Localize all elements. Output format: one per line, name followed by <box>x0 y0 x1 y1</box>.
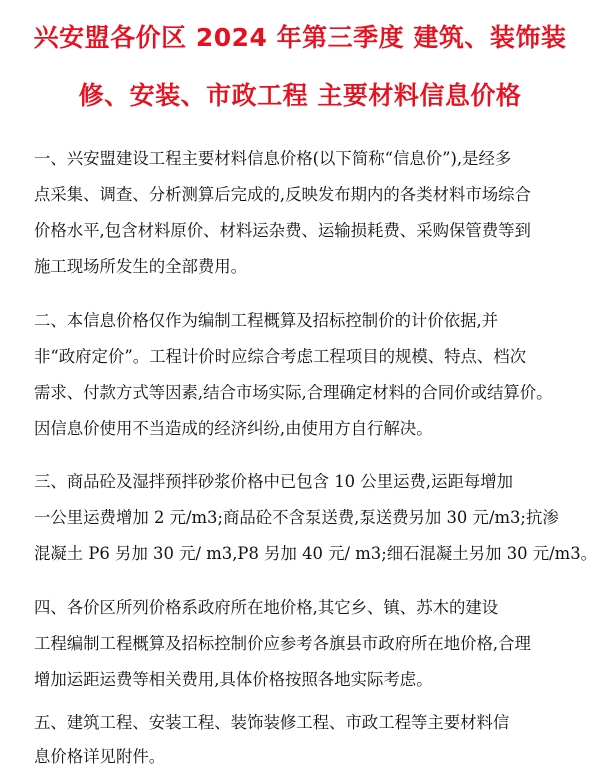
paragraph-5-line-1: 五、建筑工程、安装工程、装饰装修工程、市政工程等主要材料信 <box>34 713 510 732</box>
paragraph-1-line-1: 一、兴安盟建设工程主要材料信息价格(以下简称“信息价”),是经多 <box>34 149 512 168</box>
paragraph-2-line-4: 因信息价使用不当造成的经济纠纷,由使用方自行解决。 <box>34 419 433 438</box>
paragraph-1-line-2: 点采集、调查、分析测算后完成的,反映发布期内的各类材料市场综合 <box>34 185 531 204</box>
paragraph-2-line-2: 非“政府定价”。工程计价时应综合考虑工程项目的规模、特点、档次 <box>34 347 527 366</box>
paragraph-1-line-4: 施工现场所发生的全部费用。 <box>34 257 248 276</box>
paragraph-2-line-3: 需求、付款方式等因素,结合市场实际,合理确定材料的合同价或结算价。 <box>34 383 553 402</box>
paragraph-1-line-3: 价格水平,包含材料原价、材料运杂费、运输损耗费、采购保管费等到 <box>34 221 531 240</box>
paragraph-3-line-3: 混凝土 P6 另加 30 元/ m3,P8 另加 40 元/ m3;细石混凝土另加 30 元/m3。 <box>34 544 598 563</box>
paragraph-2-line-1: 二、本信息价格仅作为编制工程概算及招标控制价的计价依据,并 <box>34 311 499 330</box>
paragraph-4-line-3: 增加运距运费等相关费用,具体价格按照各地实际考虑。 <box>34 670 433 689</box>
paragraph-4-line-1: 四、各价区所列价格系政府所在地价格,其它乡、镇、苏木的建设 <box>34 598 499 617</box>
paragraph-5-line-2: 息价格详见附件。 <box>34 747 166 766</box>
paragraph-3-line-1: 三、商品砼及湿拌预拌砂浆价格中已包含 10 公里运费,运距每增加 <box>34 472 514 491</box>
document-title-line-2: 修、安装、市政工程 主要材料信息价格 <box>78 81 522 110</box>
paragraph-3-line-2: 一公里运费增加 2 元/m3;商品砼不含泵送费,泵送费另加 30 元/m3;抗渗 <box>34 508 559 527</box>
paragraph-4-line-2: 工程编制工程概算及招标控制价应参考各旗县市政府所在地价格,合理 <box>34 634 531 653</box>
document-title-line-1: 兴安盟各价区 2024 年第三季度 建筑、装饰装 <box>33 23 567 52</box>
